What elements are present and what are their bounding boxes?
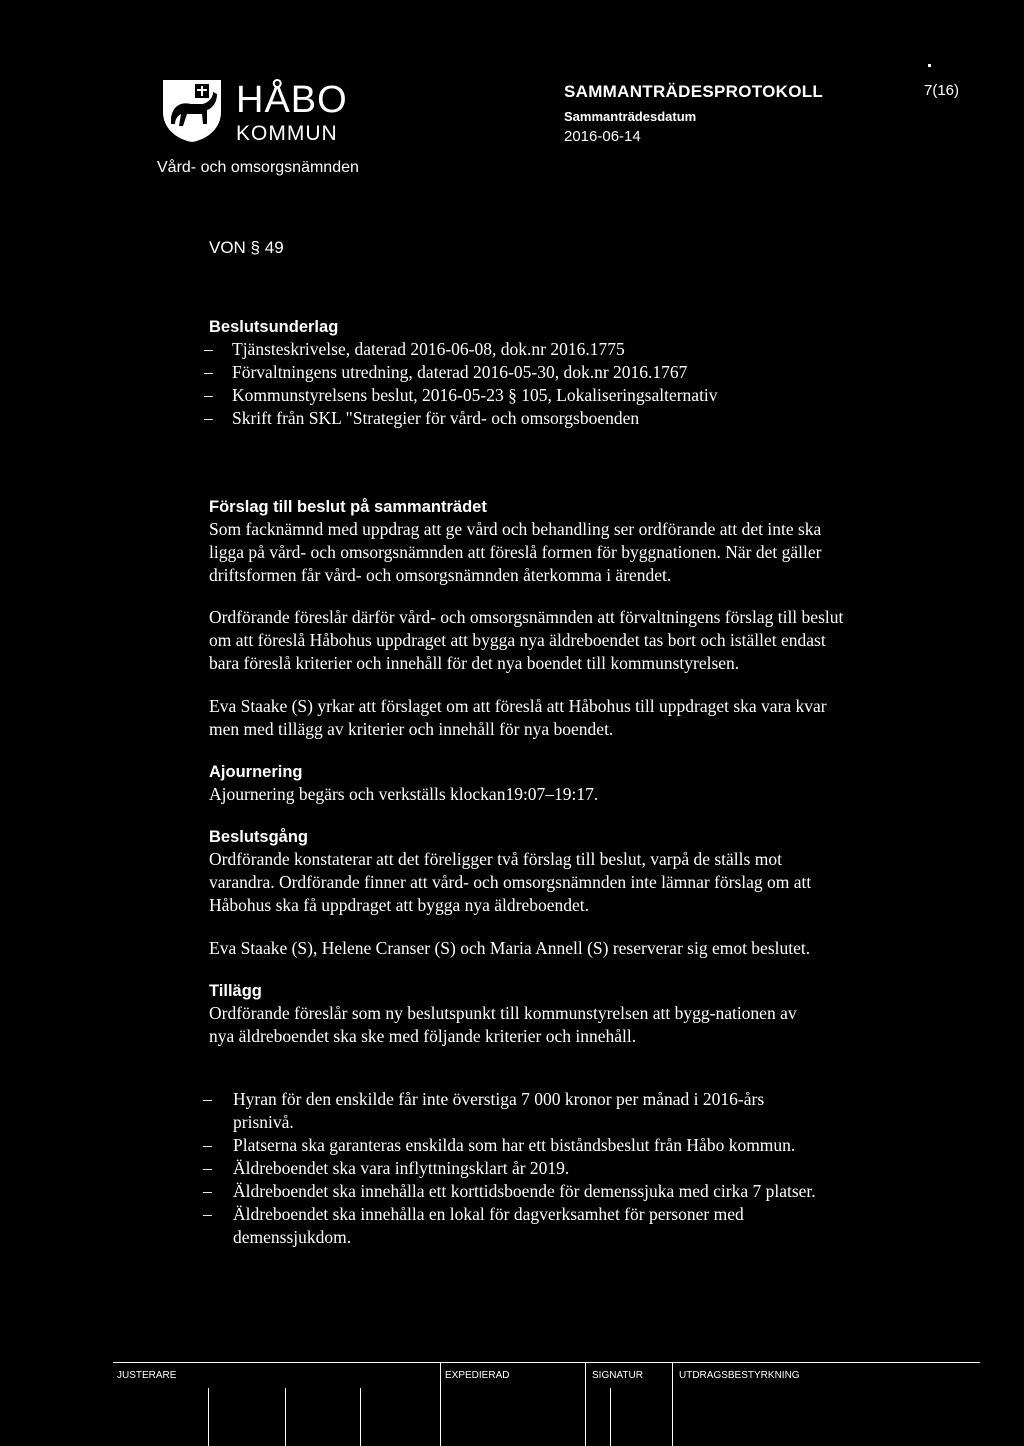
section-number: VON § 49 [209, 238, 284, 257]
utdragsbestyrkning-label: UTDRAGSBESTYRKNING [679, 1370, 800, 1381]
tillagg-list [209, 1088, 829, 1249]
reservation-text: Eva Staake (S), Helene Cranser (S) och Maria Annell (S) reserverar sig emot beslutet. [209, 938, 811, 958]
beslutsunderlag-heading: Beslutsunderlag [209, 318, 339, 336]
forslag-text: Som facknämnd med uppdrag att ge vård och behandling ser ordförande att det inte ska ligga på vård- och omsorgsnämnden att föreslå formen för byggnationen. När det gäller driftsformen får vård- och omsorgsnämnden återkomma i ärendet. [209, 519, 822, 585]
ajournering-heading: Ajournering [209, 763, 303, 781]
list-item: – Förvaltningens utredning, daterad 2016-05-30, dok.nr 2016.1767 [209, 361, 849, 384]
forslag-heading: Förslag till beslut på sammanträdet [209, 498, 487, 516]
list-item: – Äldreboendet ska innehålla en lokal för dagverksamhet för personer med demenssjukdom. [209, 1203, 829, 1249]
page-number: 7(16) [924, 82, 960, 99]
beslutsunderlag-list [209, 338, 849, 430]
beslutsgang-text: Ordförande konstaterar att det föreligger två förslag till beslut, varpå de ställs mot varandra. Ordförande finner att vård- och omsorgsnämnden inte lämnar förslag om att Håbohus ska få uppdraget att bygga nya äldreboendet. [209, 849, 812, 915]
signature-field [285, 1388, 286, 1446]
list-item: – Äldreboendet ska vara inflyttningsklart år 2019. [209, 1157, 829, 1180]
ajournering-text: Ajournering begärs och verkställs klockan19:07–19:17. [209, 784, 599, 804]
footer-rule [113, 1362, 980, 1363]
brand-name: HÅBO [236, 79, 348, 121]
list-item: – Hyran för den enskilde får inte överstiga 7 000 kronor per månad i 2016-års prisnivå. [209, 1088, 829, 1134]
tillagg-heading: Tillägg [209, 982, 262, 1000]
signature-field [360, 1388, 361, 1446]
footer-divider [585, 1362, 586, 1446]
footer-divider [440, 1362, 441, 1446]
tillagg-text: Ordförande föreslår som ny beslutspunkt till kommunstyrelsen att bygg-nationen av nya äldreboendet ska ske med följande kriterier och innehåll. [209, 1003, 797, 1046]
board-name: Vård- och omsorgsnämnden [157, 159, 359, 176]
habo-kommun-logo [157, 74, 227, 144]
signature-field [208, 1388, 209, 1446]
page-mark [928, 64, 931, 67]
list-item: – Äldreboendet ska innehålla ett korttidsboende för demenssjuka med cirka 7 platser. [209, 1180, 829, 1203]
brand-subtitle: KOMMUN [236, 122, 338, 145]
footer-divider [672, 1362, 673, 1446]
expedierad-label: EXPEDIERAD [445, 1370, 510, 1381]
ordforande-text: Ordförande föreslår därför vård- och omsorgsnämnden att förvaltningens förslag till beslut om att föreslå Håbohus uppdraget att bygga nya äldreboendet tas bort och istället endast bara föreslå kriterier och innehåll för det nya boendet till kommunstyrelsen. [209, 607, 844, 673]
list-item: – Skrift från SKL "Strategier för vård- och omsorgsboenden [209, 407, 849, 430]
meeting-date: 2016-06-14 [564, 128, 641, 145]
beslutsgang-heading: Beslutsgång [209, 828, 309, 846]
list-item: – Platserna ska garanteras enskilda som har ett biståndsbeslut från Håbo kommun. [209, 1134, 829, 1157]
list-item: – Kommunstyrelsens beslut, 2016-05-23 § 105, Lokaliseringsalternativ [209, 384, 849, 407]
protocol-body [209, 316, 849, 1249]
signatur-label: SIGNATUR [592, 1370, 643, 1381]
justerare-label: JUSTERARE [117, 1370, 177, 1381]
meeting-date-label: Sammanträdesdatum [564, 109, 697, 124]
eva-staake-text: Eva Staake (S) yrkar att förslaget om att föreslå att Håbohus till uppdraget ska vara kvar men med tillägg av kriterier och innehåll för nya boendet. [209, 696, 827, 739]
list-item: – Tjänsteskrivelse, daterad 2016-06-08, dok.nr 2016.1775 [209, 338, 849, 361]
signature-field [610, 1388, 611, 1446]
document-type: SAMMANTRÄDESPROTOKOLL [564, 82, 824, 101]
